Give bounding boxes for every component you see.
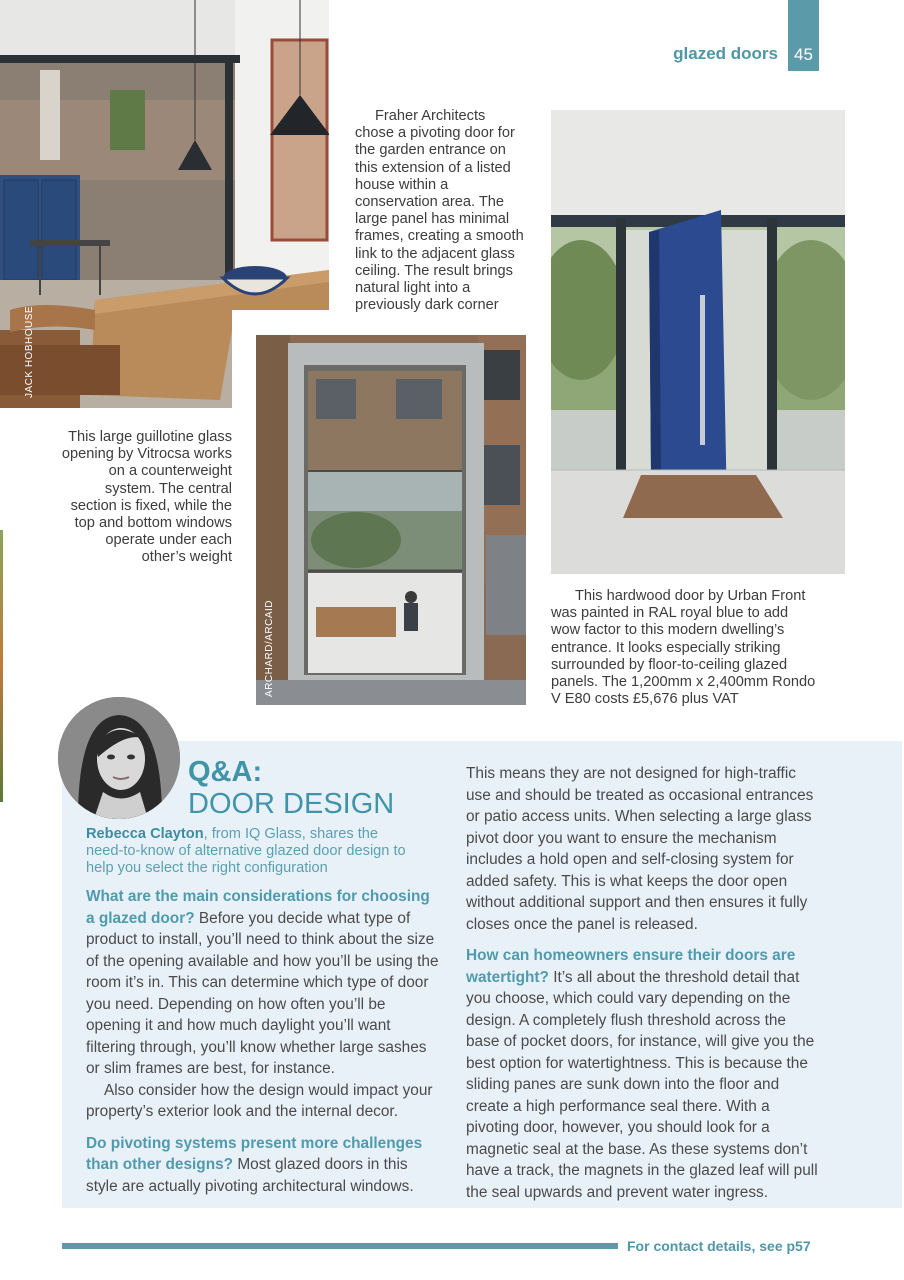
blue-door-photo — [551, 110, 845, 574]
intro-name: Rebecca Clayton — [86, 826, 204, 842]
portrait-illustration — [58, 697, 180, 819]
qa-heading — [188, 756, 394, 820]
blue-door-illustration — [551, 110, 845, 574]
answer-2-continued: This means they are not designed for high-traffic use and should be treated as occasional entrances or patio access units. When selecting a large glass pivot door you want to ensure the mechanism includes a hold open and self-closing system for added safety. This is what keeps the door open without additional support and then ensures it fully closes once the panel is released. — [466, 765, 814, 933]
question-1: What are the main considerations for choosing a glazed door? — [86, 888, 430, 927]
caption-vitrocsa: This large guillotine glass opening by Vitrocsa works on a counterweight system. The central section is fixed, while the top and bottom windows operate under each other’s weight — [61, 429, 232, 566]
intro-text: , from IQ Glass, shares the need-to-know of alternative glazed door design to help you select the right configuration — [86, 826, 406, 877]
qa-answer-2 — [86, 1133, 442, 1198]
guillotine-illustration — [256, 335, 526, 705]
answer-2: Most glazed doors in this style are actually pivoting architectural windows. — [86, 1156, 414, 1195]
caption-urban-front: This hardwood door by Urban Front was painted in RAL royal blue to add wow factor to this modern dwelling’s entrance. It looks especially striking surrounded by floor-to-ceiling glazed panels. The 1,200mm x 2,400mm Rondo V E80 costs £5,676 plus VAT — [551, 588, 816, 708]
answer-3: It’s all about the threshold detail that you choose, which could vary depending on the design. A completely flush threshold across the base of pocket doors, for instance, will give you the best option for watertightness. This is because the sliding panes are sunk down into the floor and create a high performance seal there. With a pivoting door, however, you should look for a magnetic seal at the base. As these systems don’t have a track, the magnets in the glazed leaf will pull the seal upwards and prevent water ingress. — [466, 968, 818, 1201]
answer-1: Before you decide what type of product to install, you’ll need to think about the size of the opening available and how you’ll be using the room it’s in. This can determine which type of door you need. Depending on how often you’ll be opening it and how much daylight you’ll want filtering through, you’ll know whether large sashes or slim frames are best, for instance. — [86, 909, 439, 1077]
avatar — [58, 697, 180, 819]
answer-1b: Also consider how the design would impact your property’s exterior look and the internal decor. — [86, 1081, 433, 1120]
contact-details-note: For contact details, see p57 — [627, 1238, 811, 1254]
qa-heading-line2: DOOR DESIGN — [188, 788, 395, 820]
caption-fraher: Fraher Architects chose a pivoting door for the garden entrance on this extension of a listed house within a conservation area. The large panel has minimal frames, creating a smooth link to the adjacent glass ceiling. The result brings natural light into a previously dark corner — [355, 108, 524, 314]
guillotine-photo — [256, 335, 526, 705]
footer-rule — [62, 1243, 618, 1249]
section-title: glazed doors — [673, 44, 778, 63]
page-number: 45 — [788, 0, 819, 71]
question-3: How can homeowners ensure their doors are watertight? — [466, 947, 796, 986]
qa-column-right — [466, 763, 818, 1203]
question-2: Do pivoting systems present more challenges than other designs? — [86, 1134, 423, 1173]
qa-column-left — [86, 886, 442, 1197]
qa-answer-1 — [86, 886, 442, 1080]
edge-strip — [0, 530, 3, 802]
qa-intro — [86, 826, 416, 878]
qa-answer-3 — [466, 945, 818, 1203]
photo-credit: JACK HOBHOUSE — [24, 305, 35, 398]
photo-credit: ARCHARD/ARCAID — [264, 599, 275, 697]
qa-heading-line1: Q&A: — [188, 756, 263, 788]
